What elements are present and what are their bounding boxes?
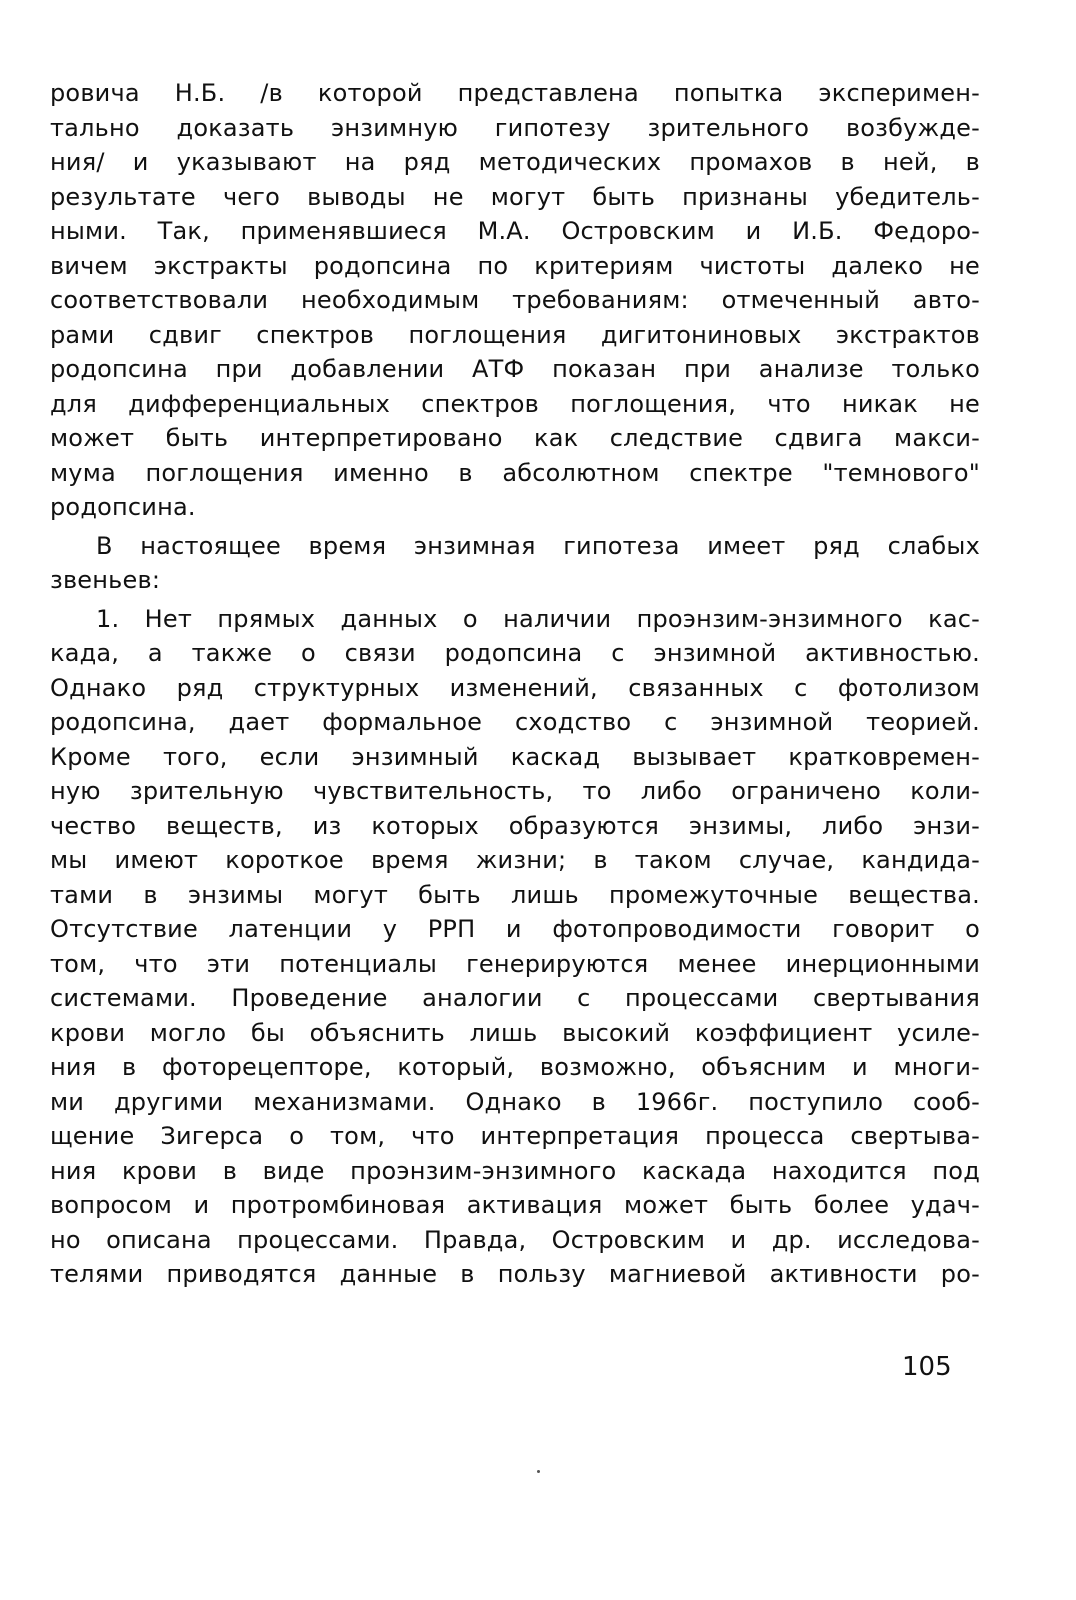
text-line: может быть интерпретировано как следствие сдвига макси- <box>50 424 980 452</box>
text-line: ными. Так, применявшиеся М.А. Островским и И.Б. Федоро- <box>50 217 980 245</box>
text-line: Однако ряд структурных изменений, связанных с фотолизом <box>50 673 980 702</box>
text-line: родопсина при добавлении АТФ показан при анализе только <box>50 355 980 383</box>
text-line: ния крови в виде проэнзим-энзимного каскада находится под <box>50 1156 980 1185</box>
text-line: но описана процессами. Правда, Островским и др. исследова- <box>50 1225 980 1254</box>
scan-speck <box>537 1470 540 1473</box>
text-line: рами сдвиг спектров поглощения дигитониновых экстрактов <box>50 320 980 349</box>
text-line: ровича Н.Б. /в которой представлена попытка эксперимен- <box>50 79 980 107</box>
text-line: ную зрительную чувствительность, то либо ограничено коли- <box>50 777 980 805</box>
text-line: ми другими механизмами. Однако в 1966г. поступило сооб- <box>50 1087 980 1116</box>
text-line: вопросом и протромбиновая активация может быть более удач- <box>50 1191 980 1219</box>
paragraph-start-line: 1. Нет прямых данных о наличии проэнзим-энзимного кас- <box>96 604 980 633</box>
text-line: крови могло бы объяснить лишь высокий коэффициент усиле- <box>50 1018 980 1047</box>
page-number: 105 <box>902 1352 952 1382</box>
text-line: телями приводятся данные в пользу магниевой активности ро- <box>50 1260 980 1288</box>
text-line: тально доказать энзимную гипотезу зрительного возбужде- <box>50 113 980 142</box>
text-line: ния в фоторецепторе, который, возможно, объясним и многи- <box>50 1053 980 1081</box>
text-line: родопсина. <box>50 493 196 521</box>
text-line: родопсина, дает формальное сходство с энзимной теорией. <box>50 708 980 736</box>
text-line: системами. Проведение аналогии с процессами свертывания <box>50 984 980 1012</box>
text-line: соответствовали необходимым требованиям: отмеченный авто- <box>50 286 980 314</box>
text-line: Кроме того, если энзимный каскад вызывает кратковремен- <box>50 742 980 771</box>
text-line: Отсутствие латенции у РРП и фотопроводимости говорит о <box>50 915 980 943</box>
body-text <box>50 76 980 1292</box>
text-line: вичем экстракты родопсина по критериям чистоты далеко не <box>50 251 980 280</box>
text-line: ния/ и указывают на ряд методических промахов в ней, в <box>50 148 980 176</box>
text-line: када, а также о связи родопсина с энзимной активностью. <box>50 639 980 667</box>
text-line: мума поглощения именно в абсолютном спектре "темнового" <box>50 458 980 487</box>
text-line: результате чего выводы не могут быть признаны убедитель- <box>50 182 980 211</box>
text-line: для дифференциальных спектров поглощения, что никак не <box>50 389 980 418</box>
text-line: тами в энзимы могут быть лишь промежуточные вещества. <box>50 880 980 909</box>
paragraph-start-line: В настоящее время энзимная гипотеза имеет ряд слабых <box>96 531 980 560</box>
text-line: щение Зигерса о том, что интерпретация процесса свертыва- <box>50 1122 980 1150</box>
text-line: звеньев: <box>50 566 161 594</box>
text-line: мы имеют короткое время жизни; в таком случае, кандида- <box>50 846 980 874</box>
text-line: том, что эти потенциалы генерируются менее инерционными <box>50 949 980 978</box>
text-line: чество веществ, из которых образуются энзимы, либо энзи- <box>50 811 980 840</box>
